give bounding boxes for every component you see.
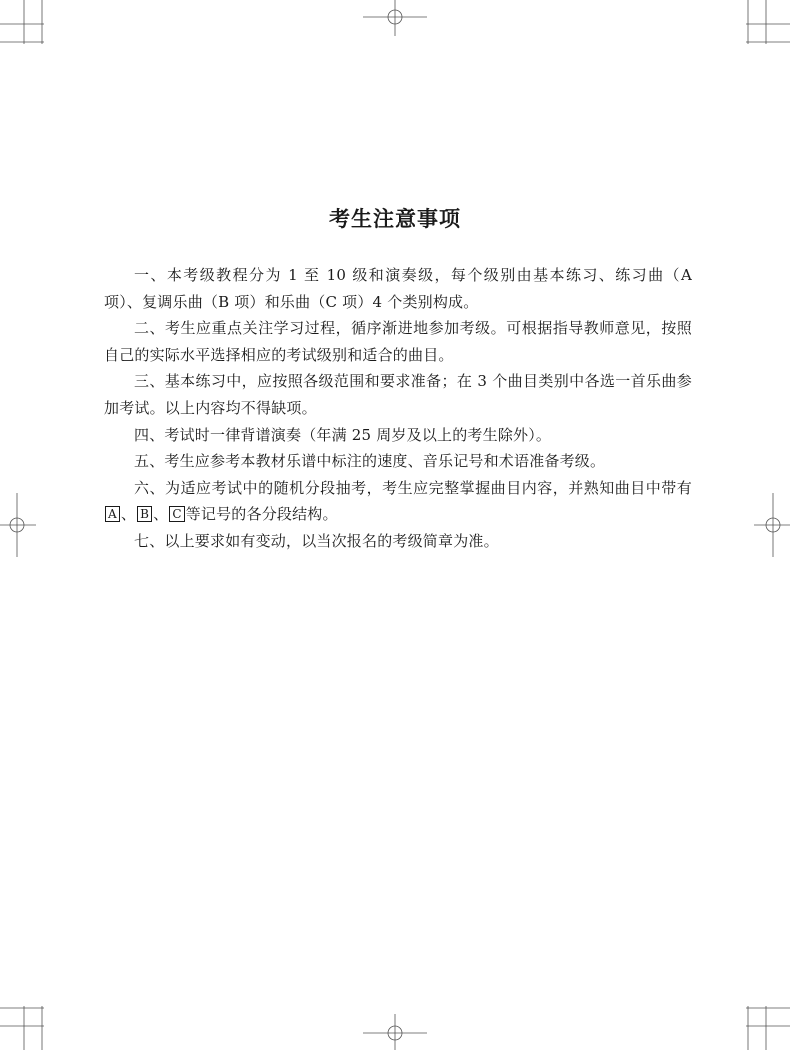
- section-mark-c: C: [169, 506, 184, 522]
- section-mark-a: A: [105, 506, 120, 522]
- separator: 、: [120, 505, 137, 524]
- notice-list: [104, 262, 692, 555]
- notice-item-7: 七、以上要求如有变动，以当次报名的考级简章为准。: [134, 531, 499, 550]
- separator: 、: [153, 505, 169, 524]
- section-mark-b: B: [137, 506, 152, 522]
- notice-item-5: 五、考生应参考本教材乐谱中标注的速度、音乐记号和术语准备考级。: [134, 452, 606, 471]
- notice-item-4: 四、考试时一律背谱演奏（年满 25 周岁及以上的考生除外）。: [134, 425, 552, 444]
- notice-item-6-text: 六、为适应考试中的随机分段抽考，考生应完整掌握曲目内容，并熟知曲目中带有: [134, 478, 692, 497]
- notice-item-2: 二、考生应重点关注学习过程，循序渐进地参加考级。可根据指导教师意见，按照自己的实际水平选择相应的考试级别和适合的曲目。: [104, 319, 692, 364]
- notice-item-3: 三、基本练习中，应按照各级范围和要求准备；在 3 个曲目类别中各选一首乐曲参加考试。以上内容均不得缺项。: [104, 372, 692, 417]
- page-title: 考生注意事项: [329, 206, 461, 231]
- notice-item-6: [104, 475, 692, 528]
- notice-item-1: 一、本考级教程分为 1 至 10 级和演奏级，每个级别由基本练习、练习曲（A 项）、复调乐曲（B 项）和乐曲（C 项）4 个类别构成。: [104, 266, 692, 311]
- notice-item-6-tail: 等记号的各分段结构。: [185, 505, 338, 524]
